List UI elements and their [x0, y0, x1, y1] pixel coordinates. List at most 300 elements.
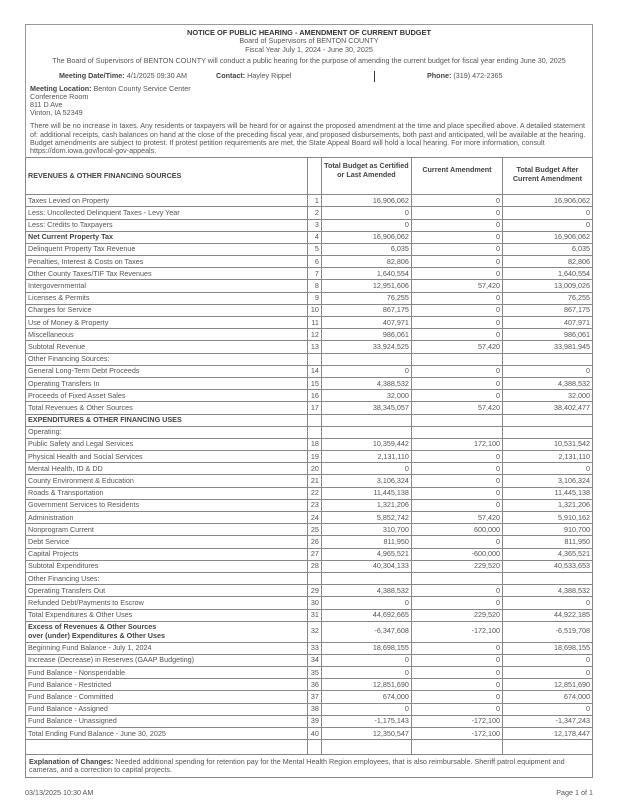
- row-label: Public Safety and Legal Services: [26, 438, 308, 450]
- table-row: [26, 292, 593, 304]
- row-amendment: 172,100: [411, 438, 502, 450]
- table-row: [26, 499, 593, 511]
- row-line-number: 1: [308, 195, 321, 207]
- row-certified: 0: [321, 667, 411, 679]
- row-certified: 4,388,532: [321, 585, 411, 597]
- row-certified: 407,971: [321, 317, 411, 329]
- location-line: 811 D Ave: [30, 99, 63, 109]
- row-after: 33,981,945: [502, 341, 592, 353]
- row-line-number: 6: [308, 256, 321, 268]
- row-certified: 4,965,521: [321, 548, 411, 560]
- row-line-number: [308, 572, 321, 584]
- row-amendment: 57,420: [411, 280, 502, 292]
- row-label: Less: Uncollected Delinquent Taxes - Levy Year: [26, 207, 308, 219]
- table-row: [26, 642, 593, 654]
- table-row: [26, 463, 593, 475]
- table-row: [26, 317, 593, 329]
- row-certified: [321, 426, 411, 438]
- row-line-number: 25: [308, 524, 321, 536]
- table-row: [26, 231, 593, 243]
- row-line-number: 24: [308, 512, 321, 524]
- row-after: 32,000: [502, 390, 592, 402]
- row-certified: 16,906,062: [321, 231, 411, 243]
- row-amendment: 0: [411, 463, 502, 475]
- row-line-number: 10: [308, 304, 321, 316]
- row-line-number: 38: [308, 703, 321, 715]
- row-amendment: 600,000: [411, 524, 502, 536]
- row-after: 2,131,110: [502, 451, 592, 463]
- row-line-number: 23: [308, 499, 321, 511]
- row-label: Debt Service: [26, 536, 308, 548]
- table-row: [26, 426, 593, 438]
- blank-cell: [26, 740, 308, 755]
- row-amendment: [411, 353, 502, 365]
- row-after: [502, 426, 592, 438]
- row-amendment: 0: [411, 487, 502, 499]
- row-certified: 867,175: [321, 304, 411, 316]
- notice-header: [25, 24, 593, 157]
- row-label: Intergovernmental: [26, 280, 308, 292]
- table-row: [26, 280, 593, 292]
- row-after: 12,851,690: [502, 679, 592, 691]
- row-after: 4,388,532: [502, 585, 592, 597]
- row-amendment: [411, 414, 502, 426]
- row-label: Roads & Transportation: [26, 487, 308, 499]
- row-amendment: 0: [411, 304, 502, 316]
- row-certified: 2,131,110: [321, 451, 411, 463]
- table-row: [26, 548, 593, 560]
- explanation-text: Needed additional spending for retention pay for the Mental Health Region employees, that is also reimbursable. Sheriff patrol equipment and cameras, and a correction to capital projects.: [29, 757, 565, 775]
- row-label: Government Services to Residents: [26, 499, 308, 511]
- row-amendment: 0: [411, 451, 502, 463]
- table-row: [26, 414, 593, 426]
- table-row: [26, 691, 593, 703]
- row-label: Miscellaneous: [26, 329, 308, 341]
- row-certified: 32,000: [321, 390, 411, 402]
- row-after: 1,640,554: [502, 268, 592, 280]
- meeting-info-row: [30, 71, 588, 82]
- row-certified: 0: [321, 654, 411, 666]
- phone-label: Phone:: [427, 70, 452, 80]
- row-line-number: 21: [308, 475, 321, 487]
- row-after: 76,255: [502, 292, 592, 304]
- row-certified: 1,640,554: [321, 268, 411, 280]
- row-label: Beginning Fund Balance - July 1, 2024: [26, 642, 308, 654]
- blank-cell: [502, 740, 592, 755]
- row-certified: 11,445,138: [321, 487, 411, 499]
- row-amendment: 0: [411, 317, 502, 329]
- row-amendment: 229,520: [411, 609, 502, 621]
- row-label: Total Revenues & Other Sources: [26, 402, 308, 414]
- row-after: 13,009,026: [502, 280, 592, 292]
- row-label: Other County Taxes/TIF Tax Revenues: [26, 268, 308, 280]
- row-amendment: 0: [411, 377, 502, 389]
- phone: [427, 71, 588, 82]
- row-after: 1,321,206: [502, 499, 592, 511]
- row-line-number: 2: [308, 207, 321, 219]
- row-certified: [321, 414, 411, 426]
- row-certified: 3,106,324: [321, 475, 411, 487]
- row-after: 6,035: [502, 243, 592, 255]
- row-label: Refunded Debt/Payments to Escrow: [26, 597, 308, 609]
- table-body: [26, 195, 593, 740]
- row-certified: 0: [321, 703, 411, 715]
- row-line-number: 15: [308, 377, 321, 389]
- row-line-number: 20: [308, 463, 321, 475]
- table-row: [26, 475, 593, 487]
- location-line: Conference Room: [30, 91, 89, 101]
- row-line-number: 26: [308, 536, 321, 548]
- board-name: Board of Supervisors of BENTON COUNTY: [239, 36, 379, 45]
- row-certified: 4,388,532: [321, 377, 411, 389]
- table-header-row: [26, 158, 593, 195]
- row-amendment: 0: [411, 256, 502, 268]
- blank-cell: [308, 740, 321, 755]
- header-amendment: Current Amendment: [411, 158, 502, 195]
- row-line-number: [308, 353, 321, 365]
- row-amendment: [411, 426, 502, 438]
- row-certified: 0: [321, 365, 411, 377]
- header-section: REVENUES & OTHER FINANCING SOURCES: [26, 158, 308, 195]
- row-certified: 12,951,606: [321, 280, 411, 292]
- row-after: 0: [502, 703, 592, 715]
- row-amendment: 0: [411, 536, 502, 548]
- row-label-line: over (under) Expenditures & Other Uses: [28, 630, 165, 640]
- table-row: [26, 365, 593, 377]
- row-certified: 0: [321, 207, 411, 219]
- meeting-datetime-label: Meeting Date/Time:: [58, 70, 125, 80]
- row-after: 867,175: [502, 304, 592, 316]
- row-label: Fund Balance - Restricted: [26, 679, 308, 691]
- fiscal-year: Fiscal Year July 1, 2024 - June 30, 2025: [245, 44, 373, 54]
- meeting-datetime-value: 4/1/2025 09:30 AM: [126, 70, 188, 80]
- table-row: [26, 268, 593, 280]
- row-line-number: 31: [308, 609, 321, 621]
- row-after: 5,910,162: [502, 512, 592, 524]
- row-amendment: 0: [411, 329, 502, 341]
- table-row: [26, 207, 593, 219]
- table-row: [26, 487, 593, 499]
- row-label: Use of Money & Property: [26, 317, 308, 329]
- row-certified: 16,906,062: [321, 195, 411, 207]
- row-after: [502, 414, 592, 426]
- row-after: 12,178,447: [502, 728, 592, 740]
- row-certified: -6,347,608: [321, 621, 411, 642]
- row-line-number: 39: [308, 715, 321, 727]
- row-after: 16,906,062: [502, 195, 592, 207]
- row-after: 40,533,653: [502, 560, 592, 572]
- notice-text: There will be no increase in taxes. Any residents or taxpayers will be heard for or against the proposed amendment at the time and place specified above. A detailed statement of: additional receipts, cash balances on hand at the close of the preceding fiscal year, and proposed disbursements, both past and anticipated, will be available at the hearing. Budget amendments are subject to protest. If protest petition requirements are met, the State Appeal Board will hold a local hearing. For more information, consult https://dom.iowa.gov/local-gov-appeals.: [30, 121, 586, 155]
- row-line-number: 16: [308, 390, 321, 402]
- row-label: Operating Transfers Out: [26, 585, 308, 597]
- row-after: 82,806: [502, 256, 592, 268]
- row-label: Increase (Decrease) in Reserves (GAAP Budgeting): [26, 654, 308, 666]
- row-amendment: 0: [411, 703, 502, 715]
- table-row: [26, 621, 593, 642]
- row-label: Capital Projects: [26, 548, 308, 560]
- row-line-number: 12: [308, 329, 321, 341]
- row-line-number: 29: [308, 585, 321, 597]
- row-line-number: 22: [308, 487, 321, 499]
- row-amendment: 0: [411, 365, 502, 377]
- explanation-label: Explanation of Changes:: [29, 757, 114, 767]
- row-amendment: -172,100: [411, 621, 502, 642]
- row-label: Nonprogram Current: [26, 524, 308, 536]
- row-line-number: 11: [308, 317, 321, 329]
- row-certified: 38,345,057: [321, 402, 411, 414]
- meeting-datetime: [30, 71, 216, 82]
- blank-cell: [411, 740, 502, 755]
- row-label: Subtotal Revenue: [26, 341, 308, 353]
- row-amendment: [411, 572, 502, 584]
- row-label: Total Expenditures & Other Uses: [26, 609, 308, 621]
- row-amendment: 0: [411, 667, 502, 679]
- row-amendment: 0: [411, 231, 502, 243]
- table-row: [26, 679, 593, 691]
- row-amendment: 0: [411, 585, 502, 597]
- row-amendment: 57,420: [411, 512, 502, 524]
- row-after: 0: [502, 654, 592, 666]
- header-line: [308, 158, 321, 195]
- row-label: [26, 621, 308, 642]
- row-label: General Long-Term Debt Proceeds: [26, 365, 308, 377]
- table-row: [26, 341, 593, 353]
- row-certified: 18,698,155: [321, 642, 411, 654]
- row-label: Administration: [26, 512, 308, 524]
- row-line-number: 8: [308, 280, 321, 292]
- table-row: [26, 560, 593, 572]
- row-after: [502, 353, 592, 365]
- row-after: 910,700: [502, 524, 592, 536]
- table-row: [26, 243, 593, 255]
- row-certified: -1,175,143: [321, 715, 411, 727]
- row-label: EXPENDITURES & OTHER FINANCING USES: [26, 414, 308, 426]
- row-certified: 0: [321, 597, 411, 609]
- row-amendment: -172,100: [411, 728, 502, 740]
- row-label: Net Current Property Tax: [26, 231, 308, 243]
- table-row: [26, 654, 593, 666]
- row-certified: 12,350,547: [321, 728, 411, 740]
- table-row: [26, 390, 593, 402]
- row-amendment: 0: [411, 597, 502, 609]
- row-line-number: 36: [308, 679, 321, 691]
- row-line-number: 7: [308, 268, 321, 280]
- row-after: 0: [502, 219, 592, 231]
- row-label: Mental Health, ID & DD: [26, 463, 308, 475]
- row-after: 0: [502, 365, 592, 377]
- row-after: 674,000: [502, 691, 592, 703]
- row-line-number: 3: [308, 219, 321, 231]
- page-footer: [25, 788, 593, 797]
- row-line-number: 5: [308, 243, 321, 255]
- row-certified: [321, 353, 411, 365]
- row-after: 11,445,138: [502, 487, 592, 499]
- row-line-number: 27: [308, 548, 321, 560]
- row-amendment: 0: [411, 499, 502, 511]
- row-certified: 10,359,442: [321, 438, 411, 450]
- row-certified: 76,255: [321, 292, 411, 304]
- row-label: Fund Balance - Assigned: [26, 703, 308, 715]
- row-label: Other Financing Sources:: [26, 353, 308, 365]
- row-certified: 82,806: [321, 256, 411, 268]
- row-line-number: [308, 426, 321, 438]
- row-label: Physical Health and Social Services: [26, 451, 308, 463]
- notice-title: NOTICE OF PUBLIC HEARING - AMENDMENT OF CURRENT BUDGET: [186, 28, 432, 37]
- row-line-number: 40: [308, 728, 321, 740]
- row-line-number: 4: [308, 231, 321, 243]
- row-amendment: 57,420: [411, 402, 502, 414]
- row-amendment: 0: [411, 475, 502, 487]
- row-line-number: 18: [308, 438, 321, 450]
- row-line-number: 37: [308, 691, 321, 703]
- row-label: County Environment & Education: [26, 475, 308, 487]
- table-row: [26, 715, 593, 727]
- row-amendment: 0: [411, 219, 502, 231]
- row-certified: 5,852,742: [321, 512, 411, 524]
- row-label: Proceeds of Fixed Asset Sales: [26, 390, 308, 402]
- row-label: Fund Balance - Unassigned: [26, 715, 308, 727]
- table-row: [26, 195, 593, 207]
- row-amendment: 0: [411, 268, 502, 280]
- row-amendment: 57,420: [411, 341, 502, 353]
- table-row: [26, 329, 593, 341]
- contact-value: Hayley Rippel: [247, 70, 292, 80]
- row-amendment: 229,520: [411, 560, 502, 572]
- row-amendment: 0: [411, 207, 502, 219]
- row-amendment: 0: [411, 243, 502, 255]
- row-after: 4,365,521: [502, 548, 592, 560]
- row-line-number: 34: [308, 654, 321, 666]
- table-row: [26, 438, 593, 450]
- row-line-number: 30: [308, 597, 321, 609]
- table-row: [26, 524, 593, 536]
- row-certified: 12,851,690: [321, 679, 411, 691]
- table-row: [26, 609, 593, 621]
- row-certified: 1,321,206: [321, 499, 411, 511]
- row-line-number: 35: [308, 667, 321, 679]
- row-label: Fund Balance - Committed: [26, 691, 308, 703]
- row-after: 44,922,185: [502, 609, 592, 621]
- row-label: Operating Transfers In: [26, 377, 308, 389]
- row-label: Other Financing Uses:: [26, 572, 308, 584]
- row-amendment: 0: [411, 679, 502, 691]
- row-label: Penalties, Interest & Costs on Taxes: [26, 256, 308, 268]
- row-after: -1,347,243: [502, 715, 592, 727]
- row-label: Charges for Service: [26, 304, 308, 316]
- row-line-number: 28: [308, 560, 321, 572]
- row-certified: 0: [321, 219, 411, 231]
- row-certified: 674,000: [321, 691, 411, 703]
- row-after: 10,531,542: [502, 438, 592, 450]
- row-after: [502, 572, 592, 584]
- row-after: 811,950: [502, 536, 592, 548]
- location-line: Vinton, IA 52349: [30, 108, 83, 118]
- row-after: 986,061: [502, 329, 592, 341]
- blank-row: [26, 740, 593, 755]
- row-label: Licenses & Permits: [26, 292, 308, 304]
- row-line-number: [308, 414, 321, 426]
- row-label: Subtotal Expenditures: [26, 560, 308, 572]
- row-amendment: 0: [411, 390, 502, 402]
- table-row: [26, 304, 593, 316]
- row-label: Total Ending Fund Balance - June 30, 2025: [26, 728, 308, 740]
- row-amendment: 0: [411, 642, 502, 654]
- row-certified: [321, 572, 411, 584]
- explanation-of-changes: [25, 755, 593, 777]
- contact: [216, 71, 374, 82]
- page-number: Page 1 of 1: [556, 787, 593, 797]
- row-label: Operating:: [26, 426, 308, 438]
- header-certified: Total Budget as Certified or Last Amended: [321, 158, 411, 195]
- row-line-number: 9: [308, 292, 321, 304]
- row-after: 4,388,532: [502, 377, 592, 389]
- row-certified: 0: [321, 463, 411, 475]
- budget-table: [25, 157, 593, 755]
- row-after: 16,906,062: [502, 231, 592, 243]
- divider: [374, 71, 375, 82]
- blank-cell: [321, 740, 411, 755]
- row-line-number: 19: [308, 451, 321, 463]
- row-after: 0: [502, 463, 592, 475]
- row-label: Delinquent Property Tax Revenue: [26, 243, 308, 255]
- location-line: Benton County Service Center: [93, 83, 191, 93]
- row-line-number: 33: [308, 642, 321, 654]
- row-label: Less: Credits to Taxpayers: [26, 219, 308, 231]
- row-after: -6,519,708: [502, 621, 592, 642]
- table-row: [26, 402, 593, 414]
- table-row: [26, 256, 593, 268]
- row-amendment: -172,100: [411, 715, 502, 727]
- row-certified: 310,700: [321, 524, 411, 536]
- table-row: [26, 572, 593, 584]
- budget-notice-page: [25, 24, 593, 797]
- row-line-number: 14: [308, 365, 321, 377]
- table-row: [26, 728, 593, 740]
- contact-label: Contact:: [216, 70, 246, 80]
- phone-value: (319) 472-2365: [453, 70, 503, 80]
- row-after: 18,698,155: [502, 642, 592, 654]
- row-after: 3,106,324: [502, 475, 592, 487]
- meeting-location: [30, 85, 588, 118]
- row-amendment: 0: [411, 654, 502, 666]
- row-after: 0: [502, 597, 592, 609]
- row-line-number: 32: [308, 621, 321, 642]
- row-certified: 811,950: [321, 536, 411, 548]
- table-row: [26, 585, 593, 597]
- row-certified: 6,035: [321, 243, 411, 255]
- row-certified: 44,692,665: [321, 609, 411, 621]
- row-amendment: 0: [411, 195, 502, 207]
- row-amendment: 0: [411, 691, 502, 703]
- table-row: [26, 451, 593, 463]
- location-label: Meeting Location:: [30, 83, 92, 93]
- row-label: Taxes Levied on Property: [26, 195, 308, 207]
- row-after: 407,971: [502, 317, 592, 329]
- table-row: [26, 353, 593, 365]
- row-label: Fund Balance - Nonspendable: [26, 667, 308, 679]
- table-row: [26, 219, 593, 231]
- table-row: [26, 703, 593, 715]
- table-row: [26, 536, 593, 548]
- hearing-intro: The Board of Supervisors of BENTON COUNTY will conduct a public hearing for the purpose of amending the current budget for fiscal year ending June 30, 2025: [52, 56, 566, 65]
- table-row: [26, 597, 593, 609]
- row-after: 38,402,477: [502, 402, 592, 414]
- row-certified: 40,304,133: [321, 560, 411, 572]
- row-line-number: 13: [308, 341, 321, 353]
- table-row: [26, 512, 593, 524]
- row-after: 0: [502, 667, 592, 679]
- row-certified: 986,061: [321, 329, 411, 341]
